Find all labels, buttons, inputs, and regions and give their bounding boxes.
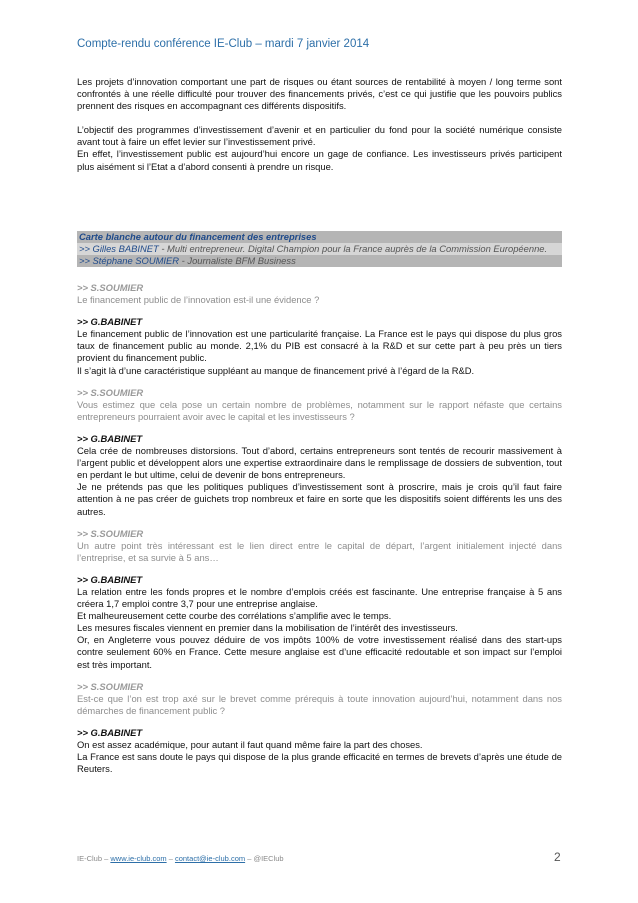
- answer-paragraph: Le financement public de l’innovation est une particularité française. La France est le pays qui dispose du plus gros taux de financement public au monde. 2,1% du PIB est consacré à la R&D et sur cette part à peu près un tiers provient du financement public.: [77, 328, 562, 364]
- speaker-name: >> Gilles BABINET: [79, 243, 159, 254]
- answer-paragraph: La France est sans doute le pays qui dispose de la plus grande efficacité en termes de brevets d’après une étude de Reuters.: [77, 751, 562, 775]
- answer-paragraph: Cela crée de nombreuses distorsions. Tout d’abord, certains entrepreneurs sont tentés de recourir massivement à l’argent public et développent alors une expertise extraordinaire dans le remplissage de dossiers de subvention, tout en perdant le but ultime, celui de devenir de bons entrepreneurs.: [77, 445, 562, 481]
- speaker-label: >> G.BABINET: [77, 432, 143, 444]
- answer-block: [77, 433, 562, 518]
- answer-paragraph: On est assez académique, pour autant il faut quand même faire la part des choses.: [77, 739, 423, 750]
- session-banner: [77, 231, 562, 267]
- footer-org: IE-Club –: [77, 854, 111, 863]
- question-text: Vous estimez que cela pose un certain nombre de problèmes, notamment sur le rapport néfaste que certains entrepreneurs pourraient avoir avec le capital et les investisseurs ?: [77, 398, 562, 422]
- speaker-label: >> S.SOUMIER: [77, 527, 144, 539]
- question-block: [77, 282, 562, 306]
- question-text: Est-ce que l’on est trop axé sur le brevet comme prérequis à toute innovation aujourd’hui, notamment dans nos démarches de financement public ?: [77, 692, 562, 716]
- footer-website-link[interactable]: www.ie-club.com: [110, 854, 167, 863]
- question-block: [77, 387, 562, 423]
- speaker-row-soumier: [77, 255, 562, 267]
- intro-paragraph-3: En effet, l’investissement public est aujourd’hui encore un gage de confiance. Les investisseurs privés participent plus aisément si l’Etat a d’abord consenti à prendre un risque.: [77, 148, 562, 172]
- question-text: Le financement public de l’innovation est-il une évidence ?: [77, 294, 320, 306]
- answer-paragraph: Et malheureusement cette courbe des corrélations s’amplifie avec le temps.: [77, 610, 392, 622]
- footer-separator: –: [245, 854, 254, 863]
- speaker-label: >> S.SOUMIER: [77, 680, 144, 692]
- answer-block: [77, 316, 562, 376]
- session-title: Carte blanche autour du financement des entreprises: [79, 231, 317, 242]
- answer-block: [77, 727, 562, 775]
- footer-handle: @IEClub: [253, 854, 284, 863]
- dialog-section: [77, 282, 562, 785]
- answer-paragraph: Les mesures fiscales viennent en premier dans la mobilisation de l’intérêt des investisseurs.: [77, 622, 458, 634]
- page-header-title: Compte-rendu conférence IE-Club – mardi 7 janvier 2014: [77, 38, 370, 50]
- footer: [77, 854, 284, 863]
- speaker-label: >> G.BABINET: [77, 726, 143, 738]
- speaker-label: >> G.BABINET: [77, 316, 143, 328]
- page-number: 2: [554, 850, 561, 864]
- speaker-label: >> S.SOUMIER: [77, 282, 144, 293]
- answer-paragraph: Je ne prétends pas que les politiques publiques d’investissement sont à proscrire, mais je crois qu’il faut faire attention à ne pas créer de guichets trop nombreux et faire en sorte que les dispositifs soient différents les uns des autres.: [77, 481, 562, 517]
- speaker-label: >> G.BABINET: [77, 573, 143, 585]
- answer-paragraph: La relation entre les fonds propres et le nombre d’emplois créés est fascinante. Une entreprise française à 5 ans créera 1,7 emploi contre 3,7 pour une entreprise anglaise.: [77, 585, 562, 610]
- question-block: [77, 528, 562, 564]
- speaker-label: >> S.SOUMIER: [77, 386, 144, 398]
- question-block: [77, 681, 562, 717]
- intro-paragraph-2: L’objectif des programmes d’investissement d’avenir et en particulier du fond pour la société numérique consiste avant tout à faire un effet levier sur l’investissement privé.: [77, 124, 562, 148]
- answer-paragraph: Il s’agit là d’une caractéristique suppléant au manque de financement privé à l’égard de la R&D.: [77, 364, 475, 376]
- answer-block: [77, 574, 562, 671]
- intro-section: [77, 76, 562, 185]
- footer-separator: –: [166, 854, 175, 863]
- speaker-name: >> Stéphane SOUMIER: [79, 255, 180, 266]
- answer-paragraph: Or, en Angleterre vous pouvez déduire de vos impôts 100% de votre investissement réalisé dans des start-ups contre seulement 60% en France. Cette mesure anglaise est d’une efficacité redoutable et son impact sur l’emploi est très important.: [77, 634, 562, 670]
- speaker-role: - Multi entrepreneur. Digital Champion pour la France auprès de la Commission Européenne.: [158, 243, 548, 254]
- speaker-role: - Journaliste BFM Business: [179, 255, 296, 266]
- question-text: Un autre point très intéressant est le lien direct entre le capital de départ, l’argent initialement injecté dans l’entreprise, et sa survie à 5 ans…: [77, 539, 562, 563]
- intro-paragraph-1: Les projets d’innovation comportant une part de risques ou étant sources de rentabilité à moyen / long terme sont confrontés à une réelle difficulté pour trouver des financements privés, c’est ce qui justifie que les pouvoirs publics prennent des risques en accompagnant ces différents dispositifs.: [77, 76, 562, 112]
- speaker-row-babinet: [77, 243, 562, 255]
- footer-email-link[interactable]: contact@ie-club.com: [174, 854, 246, 863]
